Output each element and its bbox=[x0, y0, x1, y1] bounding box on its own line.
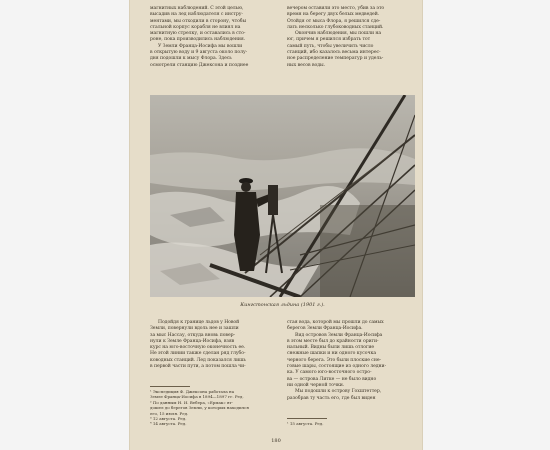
text-line: Земли, повернули вдоль нее и зашли bbox=[150, 326, 239, 332]
text-line: ководных станций. Лед показался лишь bbox=[150, 357, 246, 363]
photo-caption: Кингстонская льдина (1901 г.). bbox=[240, 302, 325, 308]
text-line: ни одной черной точки. bbox=[287, 382, 345, 388]
ice-photograph bbox=[150, 95, 415, 297]
text-line: берегов Земли Франца-Иосифа. bbox=[287, 326, 363, 332]
text-line: осмотрели станцию Джексона и позднее bbox=[150, 62, 249, 68]
page-number: 180 bbox=[271, 438, 281, 444]
text-line: нули к Земле Франца-Иосифа, взяв bbox=[150, 338, 235, 344]
footnotes-right bbox=[287, 421, 413, 426]
footnote: его, 15 июля. Ред. bbox=[150, 410, 189, 416]
footnote: ³ 12 августа. Ред. bbox=[150, 416, 187, 422]
text-line: стая вода, которой мы прошли до самых bbox=[287, 320, 384, 325]
text-column-bottom-right bbox=[287, 320, 413, 402]
text-line: юг, причем я решился избрать тот bbox=[287, 37, 371, 43]
text-line: время на берегу двух белых медведей. bbox=[287, 12, 380, 18]
footnote: Земле Франца-Иосифа в 1894—1897 гг. Ред. bbox=[150, 394, 244, 400]
footnote-divider bbox=[150, 386, 190, 387]
text-line: Отойдя от мыса Флора, я решился сде- bbox=[287, 18, 381, 24]
text-line: ментами, мы отходили в сторону, чтобы bbox=[150, 18, 247, 24]
text-line: магнитную стрелку, и оставались в сто- bbox=[150, 31, 246, 37]
text-line: говые шары, состоящие из одного ледни- bbox=[287, 364, 387, 370]
text-line: Подойдя к границе льдов у Новой bbox=[158, 320, 240, 325]
text-line: в открытую воду и 9 августа около полу- bbox=[150, 50, 248, 56]
text-line: разобрав ту часть его, где был виден bbox=[287, 395, 376, 401]
text-line: вечером оставили это место, убив за это bbox=[287, 6, 385, 11]
text-column-top-right bbox=[287, 6, 413, 69]
text-line: снежные шапки и ни одного кусочка bbox=[287, 351, 377, 357]
text-line: станций, ибо казалось весьма интерес- bbox=[287, 50, 381, 56]
text-line: ных весов воды. bbox=[287, 62, 326, 68]
text-line: Мы подошли к острову Гохштеттер, bbox=[295, 389, 382, 395]
text-line: лать несколько глубоководных станций. bbox=[287, 24, 384, 30]
text-line: черного берега. Это были плоские сне- bbox=[287, 357, 381, 363]
text-line: роне, пока производились наблюдения. bbox=[150, 37, 246, 43]
text-line: ное распределение температур и удель- bbox=[287, 56, 384, 62]
footnote: ⁴ 14 августа. Ред. bbox=[150, 421, 187, 427]
text-column-top-left bbox=[150, 6, 280, 69]
text-line: за мыс Нассау, откуда вновь повер- bbox=[150, 332, 236, 338]
text-line: магнитных наблюдений. С этой целью, bbox=[150, 6, 244, 11]
text-line: Не этой линии также сделан ряд глубо- bbox=[150, 351, 246, 357]
text-line: ва — острова Литке — не было видно bbox=[287, 376, 377, 382]
text-line: У Земли Франца-Иосифа мы вошли bbox=[158, 43, 243, 49]
footnote: ² По данным Н. И. Вебера, «Ермак» вт- bbox=[150, 399, 233, 405]
footnote: ¹ Экспедиция Ф. Джексона работала на bbox=[150, 389, 235, 394]
text-column-bottom-left bbox=[150, 320, 280, 370]
text-line: высадив на лед наблюдателя с инстру- bbox=[150, 12, 243, 18]
book-page bbox=[130, 0, 422, 450]
text-line: курс на юго-восточную оконечность ее. bbox=[150, 345, 246, 351]
text-line: стальной корпус корабля не влиял на bbox=[150, 24, 241, 30]
text-line: в этом месте был до крайности ориги- bbox=[287, 338, 379, 344]
footnotes-left bbox=[150, 389, 280, 427]
text-line: ка. У самого юго-восточного остро- bbox=[287, 370, 372, 376]
text-line: в первой части пути, а потом пошла чи- bbox=[150, 364, 246, 370]
text-line: самый путь, чтобы увеличить число bbox=[287, 43, 374, 49]
footnote-divider bbox=[287, 418, 327, 419]
text-line: дня подошли к мысу Флора. Здесь bbox=[150, 56, 232, 62]
text-line: Окончив наблюдения, мы пошли на bbox=[295, 31, 382, 37]
text-line: нальный. Видны были лишь отлогие bbox=[287, 345, 375, 351]
footnote: ¹ 15 августа. Ред. bbox=[287, 421, 324, 426]
footnote: дошел до берегов Земли, у которых находился bbox=[150, 405, 249, 411]
text-line: Вид островов Земли Франца-Иосифа bbox=[295, 332, 383, 338]
